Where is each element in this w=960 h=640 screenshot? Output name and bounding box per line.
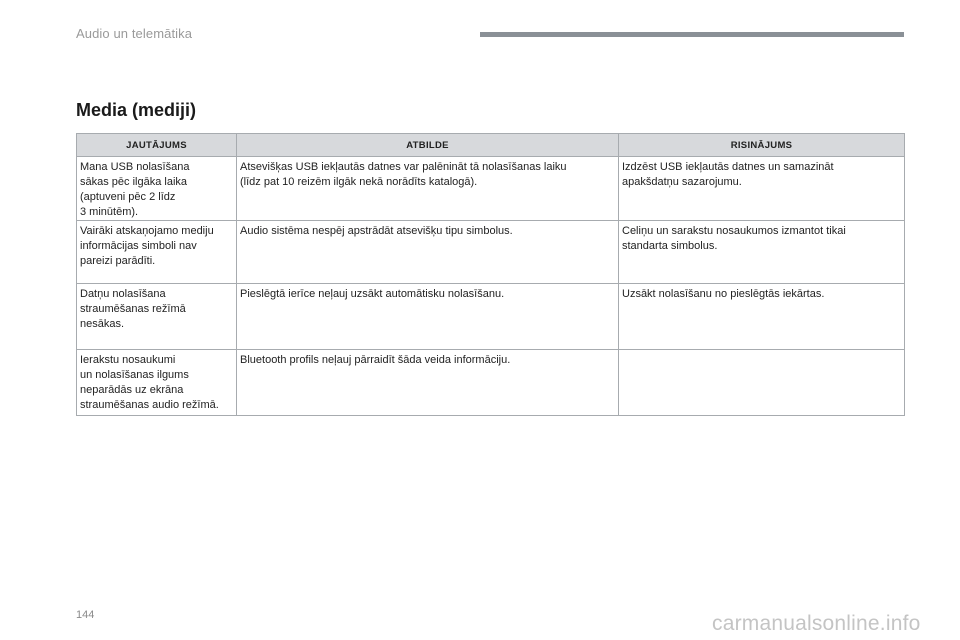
table-row bbox=[77, 221, 905, 284]
table-row bbox=[77, 157, 905, 221]
page-number: 144 bbox=[76, 609, 95, 621]
watermark: carmanualsonline.info bbox=[712, 612, 921, 635]
cell-answer: Pieslēgtā ierīce neļauj uzsākt automātisku nolasīšanu. bbox=[237, 284, 619, 350]
cell-solution: Uzsākt nolasīšanu no pieslēgtās iekārtas. bbox=[619, 284, 905, 350]
column-header-answer: ATBILDE bbox=[237, 134, 619, 157]
header-bar bbox=[480, 32, 904, 37]
table-row bbox=[77, 284, 905, 350]
table-row bbox=[77, 350, 905, 416]
running-header: Audio un telemātika bbox=[76, 26, 193, 41]
column-header-question: JAUTĀJUMS bbox=[77, 134, 237, 157]
table-header-row bbox=[77, 134, 905, 157]
faq-table bbox=[76, 133, 905, 416]
cell-solution: Celiņu un sarakstu nosaukumos izmantot tikai standarta simbolus. bbox=[619, 221, 905, 284]
cell-question: Vairāki atskaņojamo mediju informācijas simboli nav pareizi parādīti. bbox=[77, 221, 237, 284]
cell-question: Mana USB nolasīšana sākas pēc ilgāka laika (aptuveni pēc 2 līdz 3 minūtēm). bbox=[77, 157, 237, 221]
cell-solution bbox=[619, 350, 905, 416]
cell-answer: Atsevišķas USB iekļautās datnes var palēnināt tā nolasīšanas laiku (līdz pat 10 reizēm ilgāk nekā norādīts katalogā). bbox=[237, 157, 619, 221]
cell-solution: Izdzēst USB iekļautās datnes un samazināt apakšdatņu sazarojumu. bbox=[619, 157, 905, 221]
cell-question: Ierakstu nosaukumi un nolasīšanas ilgums neparādās uz ekrāna straumēšanas audio režīmā. bbox=[77, 350, 237, 416]
cell-question: Datņu nolasīšana straumēšanas režīmā nesākas. bbox=[77, 284, 237, 350]
column-header-solution: RISINĀJUMS bbox=[619, 134, 905, 157]
cell-answer: Audio sistēma nespēj apstrādāt atsevišķu tipu simbolus. bbox=[237, 221, 619, 284]
section-title: Media (mediji) bbox=[76, 100, 197, 120]
cell-answer: Bluetooth profils neļauj pārraidīt šāda veida informāciju. bbox=[237, 350, 619, 416]
